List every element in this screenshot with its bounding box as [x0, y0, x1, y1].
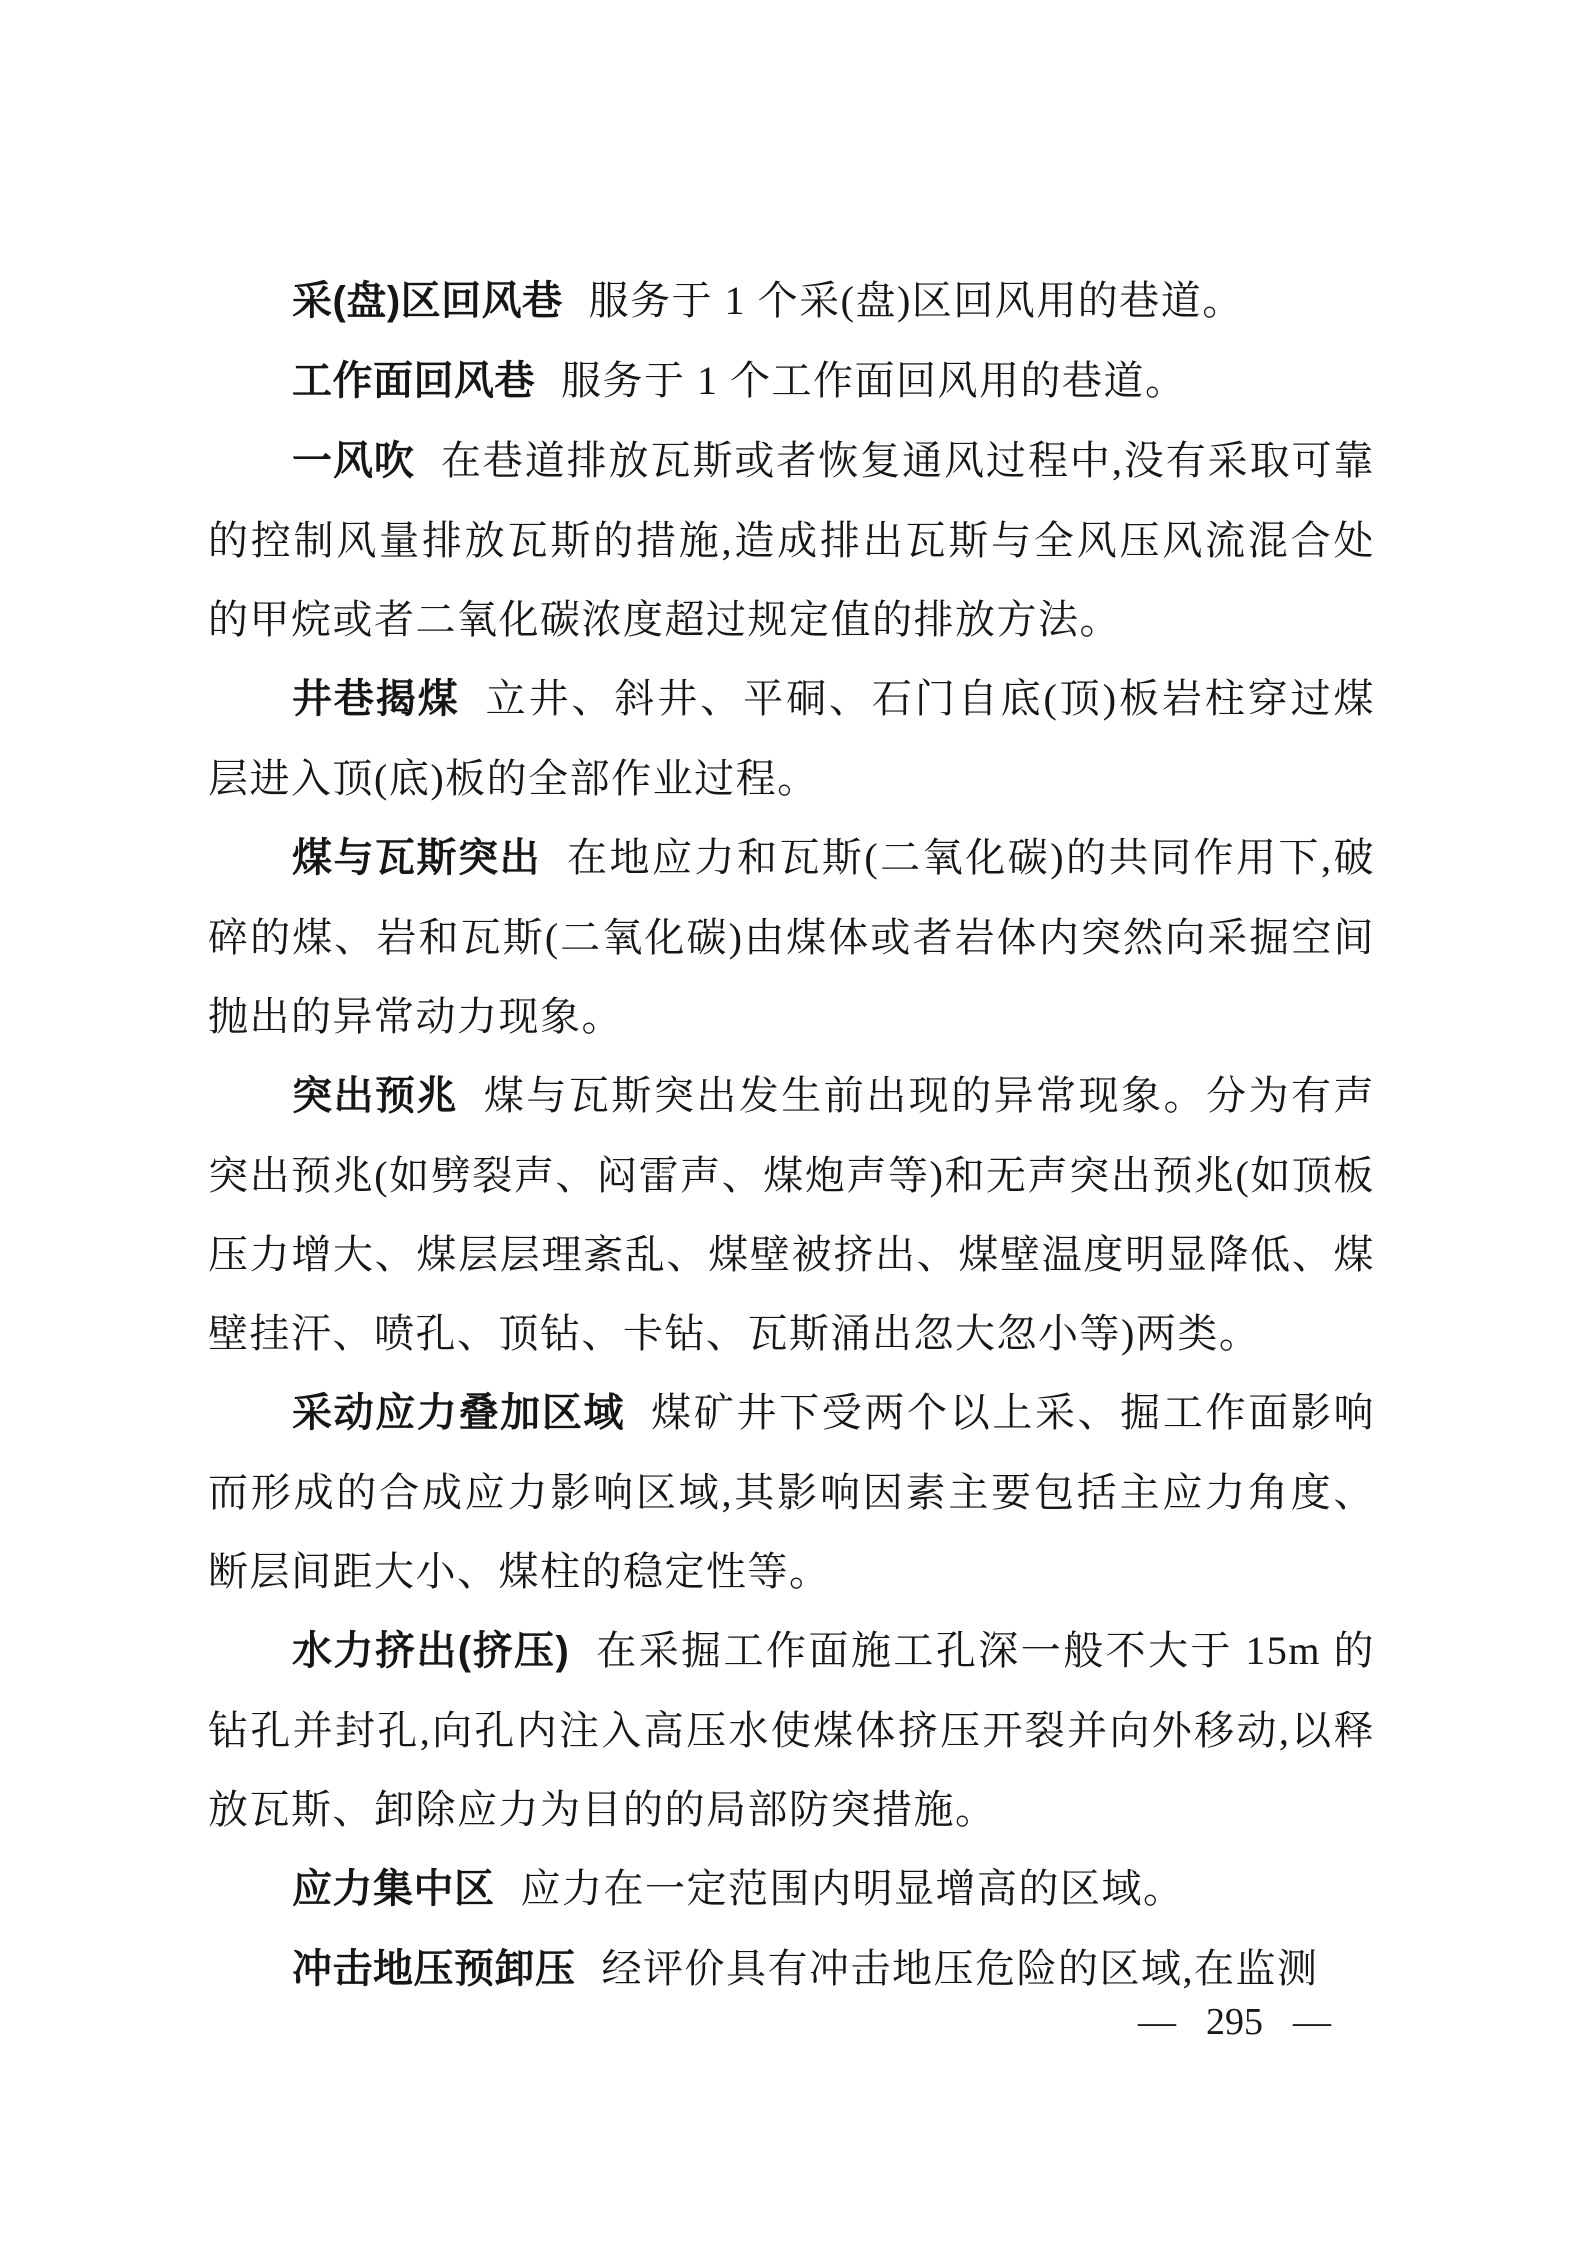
glossary-definition: 煤矿井下受两个以上采、掘工作面影响而形成的合成应力影响区域,其影响因素主要包括主应力角度、断层间距大小、煤柱的稳定性等。 — [208, 1390, 1376, 1594]
glossary-term: 突出预兆 — [292, 1074, 458, 1118]
page-footer — [1138, 1994, 1331, 2050]
glossary-definition: 经评价具有冲击地压危险的区域,在监测 — [601, 1946, 1319, 1991]
glossary-entry — [208, 421, 1375, 659]
glossary-entry — [208, 818, 1375, 1056]
glossary-term: 井巷揭煤 — [292, 677, 460, 721]
glossary-text-block — [208, 261, 1375, 2009]
glossary-entry — [208, 1849, 1375, 1929]
glossary-entry — [208, 1056, 1375, 1373]
glossary-term: 一风吹 — [292, 439, 415, 483]
glossary-entry — [208, 341, 1375, 421]
glossary-term: 采动应力叠加区域 — [292, 1391, 626, 1435]
glossary-entry — [208, 659, 1375, 818]
footer-right-dash: — — [1293, 2001, 1331, 2043]
glossary-entry — [208, 261, 1375, 341]
glossary-entry — [208, 1611, 1375, 1849]
glossary-definition: 应力在一定范围内明显增高的区域。 — [520, 1866, 1185, 1911]
glossary-definition: 服务于 1 个工作面回风用的巷道。 — [561, 358, 1187, 403]
glossary-definition: 立井、斜井、平硐、石门自底(顶)板岩柱穿过煤层进入顶(底)板的全部作业过程。 — [208, 676, 1376, 801]
glossary-term: 应力集中区 — [292, 1867, 495, 1911]
glossary-definition: 在采掘工作面施工孔深一般不大于 15m 的钻孔并封孔,向孔内注入高压水使煤体挤压开裂并向外移动,以释放瓦斯、卸除应力为目的的局部防突措施。 — [208, 1628, 1375, 1832]
page-number: 295 — [1206, 2001, 1263, 2043]
footer-left-dash: — — [1138, 2001, 1176, 2043]
glossary-definition: 在地应力和瓦斯(二氧化碳)的共同作用下,破碎的煤、岩和瓦斯(二氧化碳)由煤体或者岩体内突然向采掘空间抛出的异常动力现象。 — [208, 835, 1376, 1039]
glossary-definition: 煤与瓦斯突出发生前出现的异常现象。分为有声突出预兆(如劈裂声、闷雷声、煤炮声等)和无声突出预兆(如顶板压力增大、煤层层理紊乱、煤壁被挤出、煤壁温度明显降低、煤壁挂汗、喷孔、顶钻、卡钻、瓦斯涌出忽大忽小等)两类。 — [208, 1073, 1376, 1356]
glossary-term: 水力挤出(挤压) — [292, 1629, 570, 1673]
glossary-definition: 服务于 1 个采(盘)区回风用的巷道。 — [588, 278, 1244, 323]
glossary-term: 工作面回风巷 — [292, 359, 535, 403]
glossary-entry — [208, 1373, 1375, 1611]
glossary-term: 煤与瓦斯突出 — [292, 836, 541, 880]
glossary-definition: 在巷道排放瓦斯或者恢复通风过程中,没有采取可靠的控制风量排放瓦斯的措施,造成排出瓦斯与全风压风流混合处的甲烷或者二氧化碳浓度超过规定值的排放方法。 — [208, 438, 1376, 642]
glossary-term: 采(盘)区回风巷 — [292, 279, 563, 323]
glossary-term: 冲击地压预卸压 — [292, 1947, 576, 1991]
